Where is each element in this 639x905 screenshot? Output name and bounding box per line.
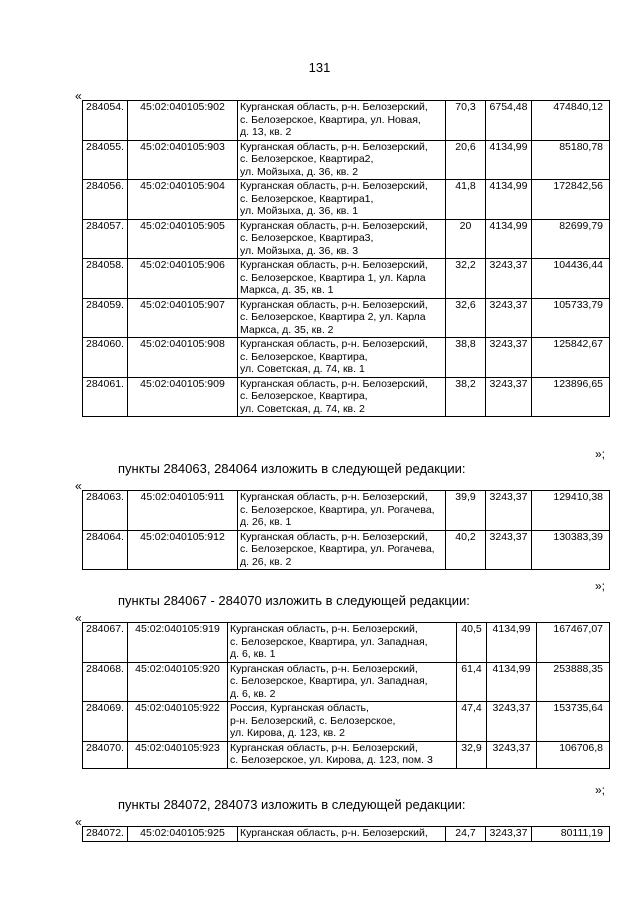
cadastral-number: 45:02:040105:905: [128, 219, 238, 259]
amendment-paragraph: пункты 284067 - 284070 изложить в следующей редакции:: [118, 593, 470, 608]
rate-cell: 3243,37: [486, 491, 532, 531]
table-row: [83, 140, 610, 180]
table-row: [83, 377, 610, 417]
cadastral-value-cell: 167467,07: [537, 623, 610, 663]
area-cell: 20,6: [446, 140, 486, 180]
address-cell: Курганская область, р-н. Белозерский, с. Белозерское, Квартира2, ул. Мойзыха, д. 36, кв. 2: [238, 140, 446, 180]
row-number: 284055.: [83, 140, 128, 180]
table-row: [83, 338, 610, 378]
row-number: 284061.: [83, 377, 128, 417]
area-cell: 32,2: [446, 259, 486, 299]
row-number: 284056.: [83, 180, 128, 220]
table-row: [83, 180, 610, 220]
cadastral-value-cell: 253888,35: [537, 662, 610, 702]
cadastral-value-cell: 474840,12: [532, 101, 610, 141]
cadastral-value-cell: 130383,39: [532, 530, 610, 570]
cadastral-table: [82, 490, 610, 570]
cadastral-table: [82, 100, 610, 417]
cadastral-number: 45:02:040105:904: [128, 180, 238, 220]
open-quote: «: [75, 479, 82, 493]
address-cell: Курганская область, р-н. Белозерский,: [238, 827, 446, 842]
row-number: 284064.: [83, 530, 128, 570]
table-body: [83, 827, 610, 842]
row-number: 284057.: [83, 219, 128, 259]
rate-cell: 3243,37: [487, 702, 537, 742]
amendment-paragraph: пункты 284072, 284073 изложить в следующей редакции:: [118, 797, 466, 812]
rate-cell: 3243,37: [486, 338, 532, 378]
rate-cell: 3243,37: [486, 377, 532, 417]
address-cell: Курганская область, р-н. Белозерский, с. Белозерское, Квартира1, ул. Мойзыха, д. 36, кв. 1: [238, 180, 446, 220]
row-number: 284070.: [83, 741, 128, 768]
open-quote: «: [75, 611, 82, 625]
rate-cell: 3243,37: [486, 530, 532, 570]
cadastral-number: 45:02:040105:909: [128, 377, 238, 417]
row-number: 284072.: [83, 827, 128, 842]
close-quote: »;: [595, 579, 606, 593]
area-cell: 32,6: [446, 298, 486, 338]
cadastral-number: 45:02:040105:907: [128, 298, 238, 338]
close-quote: »;: [595, 783, 606, 797]
cadastral-value-cell: 106706,8: [537, 741, 610, 768]
address-cell: Курганская область, р-н. Белозерский, с. Белозерское, Квартира3, ул. Мойзыха, д. 36, кв. 3: [238, 219, 446, 259]
rate-cell: 6754,48: [486, 101, 532, 141]
row-number: 284058.: [83, 259, 128, 299]
table-body: [83, 623, 610, 769]
amendment-paragraph: пункты 284063, 284064 изложить в следующей редакции:: [118, 461, 466, 476]
row-number: 284060.: [83, 338, 128, 378]
cadastral-value-cell: 85180,78: [532, 140, 610, 180]
row-number: 284059.: [83, 298, 128, 338]
cadastral-number: 45:02:040105:908: [128, 338, 238, 378]
table-row: [83, 530, 610, 570]
address-cell: Курганская область, р-н. Белозерский, с. Белозерское, Квартира, ул. Рогачева, д. 26, кв. 1: [238, 491, 446, 531]
row-number: 284054.: [83, 101, 128, 141]
cadastral-number: 45:02:040105:923: [128, 741, 228, 768]
table-body: [83, 101, 610, 417]
address-cell: Курганская область, р-н. Белозерский, с. Белозерское, Квартира 1, ул. Карла Маркса, д. 35, кв. 1: [238, 259, 446, 299]
cadastral-value-cell: 104436,44: [532, 259, 610, 299]
close-quote: »;: [595, 447, 606, 461]
cadastral-value-cell: 129410,38: [532, 491, 610, 531]
table-row: [83, 662, 610, 702]
area-cell: 40,2: [446, 530, 486, 570]
cadastral-value-cell: 125842,67: [532, 338, 610, 378]
address-cell: Курганская область, р-н. Белозерский, с. Белозерское, Квартира, ул. Советская, д. 74, кв. 1: [238, 338, 446, 378]
cadastral-number: 45:02:040105:902: [128, 101, 238, 141]
rate-cell: 4134,99: [486, 180, 532, 220]
rate-cell: 4134,99: [486, 219, 532, 259]
table-body: [83, 491, 610, 570]
open-quote: «: [75, 89, 82, 103]
rate-cell: 3243,37: [486, 259, 532, 299]
rate-cell: 3243,37: [486, 827, 532, 842]
address-cell: Курганская область, р-н. Белозерский, с. Белозерское, Квартира, ул. Советская, д. 74, кв. 2: [238, 377, 446, 417]
row-number: 284068.: [83, 662, 128, 702]
address-cell: Курганская область, р-н. Белозерский, с. Белозерское, Квартира, ул. Западная, д. 6, кв. 1: [228, 623, 457, 663]
table-row: [83, 101, 610, 141]
cadastral-number: 45:02:040105:920: [128, 662, 228, 702]
rate-cell: 4134,99: [486, 140, 532, 180]
address-cell: Курганская область, р-н. Белозерский, с. Белозерское, Квартира, ул. Новая, д. 13, кв. 2: [238, 101, 446, 141]
table-row: [83, 827, 610, 842]
row-number: 284067.: [83, 623, 128, 663]
open-quote: «: [75, 815, 82, 829]
table-row: [83, 741, 610, 768]
cadastral-value-cell: 80111,19: [532, 827, 610, 842]
cadastral-number: 45:02:040105:922: [128, 702, 228, 742]
row-number: 284063.: [83, 491, 128, 531]
rate-cell: 3243,37: [486, 298, 532, 338]
cadastral-table: [82, 826, 610, 842]
cadastral-value-cell: 82699,79: [532, 219, 610, 259]
page-number: 131: [308, 60, 331, 75]
rate-cell: 4134,99: [487, 623, 537, 663]
area-cell: 32,9: [457, 741, 487, 768]
area-cell: 61,4: [457, 662, 487, 702]
cadastral-table: [82, 622, 610, 769]
rate-cell: 3243,37: [487, 741, 537, 768]
area-cell: 70,3: [446, 101, 486, 141]
table-row: [83, 702, 610, 742]
cadastral-value-cell: 123896,65: [532, 377, 610, 417]
area-cell: 38,8: [446, 338, 486, 378]
area-cell: 39,9: [446, 491, 486, 531]
address-cell: Курганская область, р-н. Белозерский, с. Белозерское, Квартира 2, ул. Карла Маркса, д. 35, кв. 2: [238, 298, 446, 338]
cadastral-number: 45:02:040105:906: [128, 259, 238, 299]
cadastral-number: 45:02:040105:912: [128, 530, 238, 570]
table-row: [83, 298, 610, 338]
area-cell: 24,7: [446, 827, 486, 842]
rate-cell: 4134,99: [487, 662, 537, 702]
row-number: 284069.: [83, 702, 128, 742]
area-cell: 20: [446, 219, 486, 259]
address-cell: Курганская область, р-н. Белозерский, с. Белозерское, Квартира, ул. Рогачева, д. 26, кв. 2: [238, 530, 446, 570]
area-cell: 40,5: [457, 623, 487, 663]
area-cell: 47,4: [457, 702, 487, 742]
area-cell: 41,8: [446, 180, 486, 220]
cadastral-value-cell: 172842,56: [532, 180, 610, 220]
table-row: [83, 623, 610, 663]
cadastral-number: 45:02:040105:903: [128, 140, 238, 180]
address-cell: Россия, Курганская область, р-н. Белозерский, с. Белозерское, ул. Кирова, д. 123, кв. 2: [228, 702, 457, 742]
cadastral-value-cell: 153735,64: [537, 702, 610, 742]
cadastral-number: 45:02:040105:925: [128, 827, 238, 842]
table-row: [83, 219, 610, 259]
table-row: [83, 259, 610, 299]
table-row: [83, 491, 610, 531]
area-cell: 38,2: [446, 377, 486, 417]
address-cell: Курганская область, р-н. Белозерский, с. Белозерское, Квартира, ул. Западная, д. 6, кв. 2: [228, 662, 457, 702]
address-cell: Курганская область, р-н. Белозерский, с. Белозерское, ул. Кирова, д. 123, пом. 3: [228, 741, 457, 768]
cadastral-number: 45:02:040105:911: [128, 491, 238, 531]
cadastral-value-cell: 105733,79: [532, 298, 610, 338]
cadastral-number: 45:02:040105:919: [128, 623, 228, 663]
